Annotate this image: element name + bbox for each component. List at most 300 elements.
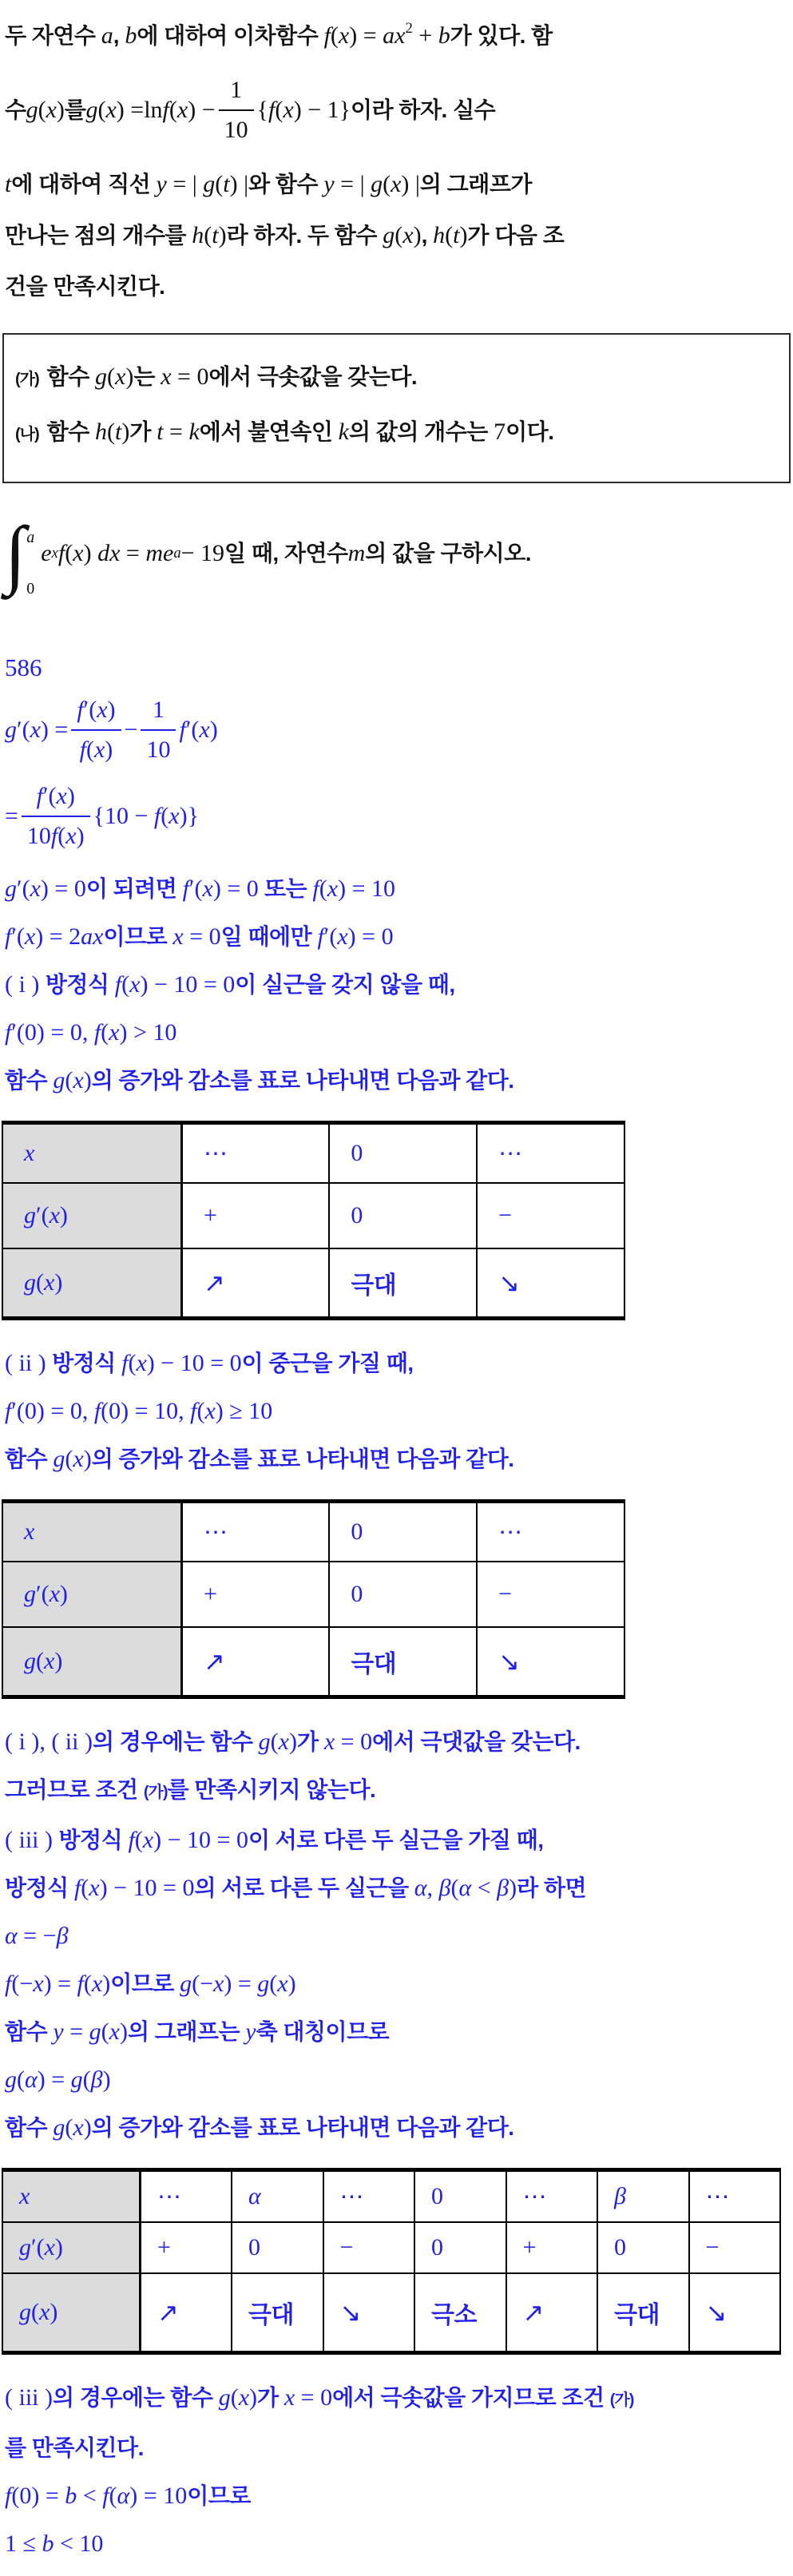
condition-label: (가) bbox=[15, 371, 39, 389]
math-char: g bbox=[53, 1446, 65, 1473]
math-char bbox=[203, 923, 209, 950]
table-cell bbox=[477, 1502, 624, 1562]
korean-text: 방정식 bbox=[5, 1875, 74, 1901]
table-cell bbox=[323, 2222, 415, 2273]
math-char bbox=[238, 171, 244, 197]
math-char: x bbox=[73, 1446, 84, 1473]
math-char: 0 bbox=[182, 1875, 195, 1902]
solution-line bbox=[0, 1864, 793, 1912]
math-char: ⋯ bbox=[498, 1140, 523, 1167]
math-char: x bbox=[49, 1581, 60, 1608]
math-char: x bbox=[30, 716, 41, 744]
math-run bbox=[312, 875, 395, 902]
math-run bbox=[180, 1971, 296, 1997]
math-char: 1 bbox=[187, 1827, 200, 1854]
math-char: g bbox=[24, 1202, 36, 1229]
superscript bbox=[173, 528, 180, 579]
math-char: − bbox=[161, 1350, 175, 1377]
math-run bbox=[5, 875, 86, 902]
row-header-cell bbox=[2, 1123, 182, 1184]
math-char: ( bbox=[48, 783, 57, 810]
math-char: ) bbox=[209, 716, 218, 744]
math-char: e bbox=[41, 540, 52, 567]
math-char: − bbox=[200, 1971, 214, 1998]
korean-text: 이 서로 다른 두 실근을 가질 때, bbox=[248, 1828, 544, 1853]
math-char: x bbox=[323, 1729, 335, 1756]
math-upright: 10 bbox=[224, 117, 248, 144]
math-char: − bbox=[498, 1202, 513, 1229]
math-char bbox=[71, 1971, 77, 1997]
math-char: ) bbox=[293, 97, 302, 124]
math-char: x bbox=[24, 923, 36, 951]
math-char: f bbox=[102, 2483, 109, 2510]
math-char: x bbox=[169, 803, 180, 830]
math-char bbox=[346, 875, 352, 902]
integral-upper-limit: a bbox=[26, 529, 35, 547]
math-char bbox=[120, 540, 126, 566]
math-char bbox=[432, 22, 438, 49]
math-char: = bbox=[172, 171, 187, 198]
korean-text: 에서 극댓값을 갖는다. bbox=[372, 1729, 581, 1755]
math-char: , bbox=[426, 1875, 434, 1902]
math-char: = bbox=[163, 1875, 176, 1902]
math-char bbox=[315, 2384, 321, 2411]
math-run bbox=[5, 1019, 176, 1046]
math-char: = bbox=[134, 1398, 149, 1425]
math-char: 0 bbox=[383, 875, 395, 903]
math-char: f bbox=[36, 783, 43, 810]
math-char: ) bbox=[99, 1875, 108, 1902]
math-char: x bbox=[91, 1971, 103, 1998]
math-char: g bbox=[24, 1269, 36, 1296]
math-char: ( bbox=[445, 222, 454, 249]
math-char: − bbox=[167, 1827, 181, 1854]
math-char: 0 bbox=[381, 923, 394, 951]
table-cell bbox=[597, 2170, 689, 2223]
table-cell bbox=[477, 1183, 624, 1248]
table-cell bbox=[182, 1248, 330, 1319]
solution-body bbox=[0, 693, 793, 2568]
math-char: 1 bbox=[26, 823, 39, 850]
math-char: a bbox=[383, 22, 395, 50]
math-char: g bbox=[371, 171, 383, 198]
increase-arrow-icon: ↗ bbox=[157, 2298, 179, 2328]
math-char: ( bbox=[36, 1648, 44, 1675]
korean-text: 가 bbox=[257, 2385, 284, 2411]
math-char: g bbox=[89, 2018, 101, 2046]
math-char bbox=[365, 875, 371, 902]
math-char: ′ bbox=[36, 1202, 42, 1229]
math-run bbox=[5, 2066, 111, 2093]
math-upright: 1 bbox=[152, 697, 165, 724]
math-run bbox=[459, 1875, 510, 1901]
row-header-cell bbox=[2, 1562, 182, 1627]
math-char: 0 bbox=[117, 803, 129, 830]
math-char: 0 bbox=[175, 2483, 188, 2510]
math-run bbox=[95, 419, 129, 445]
math-char: f bbox=[5, 1019, 12, 1046]
math-char: x bbox=[277, 1971, 288, 1998]
math-char: ( bbox=[16, 923, 25, 951]
table-cell bbox=[329, 1123, 477, 1184]
korean-text: 일 때에만 bbox=[220, 924, 318, 950]
math-char: = bbox=[23, 1923, 38, 1950]
math-char: x bbox=[327, 875, 339, 903]
korean-text: 이므로 bbox=[187, 2483, 251, 2509]
table-cell bbox=[689, 2222, 781, 2273]
math-char: ) bbox=[119, 1019, 128, 1046]
math-char: ( bbox=[82, 2066, 91, 2094]
korean-text: 가 있다. 함 bbox=[450, 23, 553, 49]
math-char: t bbox=[453, 222, 460, 249]
math-char: 1 bbox=[79, 2530, 92, 2558]
table-cell bbox=[329, 1248, 477, 1319]
math-char: x bbox=[213, 1971, 224, 1998]
math-char: = bbox=[50, 1398, 65, 1425]
math-upright: ( ii ) bbox=[5, 1350, 53, 1377]
table-cell bbox=[323, 2273, 415, 2353]
korean-text: 이므로 bbox=[103, 924, 173, 950]
korean-text: 이라 하자. 실수 bbox=[351, 97, 496, 123]
korean-text: 함수 bbox=[5, 1447, 54, 1472]
math-char: x bbox=[97, 697, 108, 724]
math-char bbox=[92, 540, 98, 566]
math-char: b bbox=[125, 22, 137, 50]
math-run bbox=[74, 1875, 195, 1901]
table-cell bbox=[232, 2273, 323, 2353]
superscript bbox=[52, 528, 58, 579]
math-char: x bbox=[44, 1648, 55, 1675]
math-char: | bbox=[359, 171, 365, 198]
korean-text: 에 대하여 이차함수 bbox=[137, 23, 324, 49]
table-cell bbox=[232, 2170, 323, 2223]
math-char: x bbox=[51, 545, 58, 562]
math-char: 1 bbox=[133, 1875, 145, 1902]
math-char: 0 bbox=[360, 1729, 373, 1756]
fraction bbox=[71, 693, 121, 768]
math-run bbox=[105, 799, 188, 834]
math-char: x bbox=[202, 875, 213, 903]
fraction-denominator bbox=[22, 817, 90, 854]
solution-line bbox=[0, 693, 793, 768]
math-char: − bbox=[19, 1971, 34, 1998]
math-char bbox=[148, 803, 154, 829]
math-char: ) bbox=[146, 1350, 155, 1377]
math-char: + bbox=[204, 1202, 217, 1229]
math-char: ( bbox=[192, 1971, 200, 1998]
math-char: x bbox=[136, 1350, 147, 1377]
math-char: − bbox=[705, 2234, 720, 2261]
math-char: g bbox=[70, 2066, 83, 2094]
math-run bbox=[26, 93, 65, 128]
korean-text: 극소 bbox=[431, 2302, 477, 2329]
math-char: = bbox=[177, 363, 191, 391]
korean-text: 가 bbox=[296, 1729, 324, 1755]
table-cell bbox=[506, 2222, 598, 2273]
math-char: x bbox=[44, 1269, 55, 1296]
math-char: f bbox=[121, 1350, 129, 1377]
table-cell bbox=[323, 2170, 415, 2223]
condition-ref-label: (가) bbox=[143, 1784, 168, 1802]
math-run bbox=[157, 419, 200, 445]
math-char: − bbox=[124, 716, 138, 744]
math-char: ) bbox=[40, 875, 49, 903]
math-run bbox=[5, 2530, 103, 2557]
math-char: ( bbox=[101, 1398, 109, 1425]
math-run bbox=[324, 1729, 372, 1755]
math-char: ) bbox=[102, 1971, 111, 1998]
math-char bbox=[365, 171, 371, 197]
korean-text: 가 다음 조 bbox=[467, 223, 565, 248]
math-run bbox=[192, 222, 226, 248]
decrease-arrow-icon: ↘ bbox=[705, 2298, 728, 2328]
math-char: > bbox=[133, 1019, 147, 1046]
row-header-cell bbox=[2, 2170, 141, 2223]
decrease-arrow-icon: ↘ bbox=[498, 1268, 520, 1298]
math-char: x bbox=[73, 1067, 84, 1094]
table-cell bbox=[182, 1502, 330, 1562]
table-cell bbox=[689, 2170, 781, 2223]
math-char: ≥ bbox=[229, 1398, 243, 1425]
math-run bbox=[414, 1875, 451, 1901]
math-char: − bbox=[498, 1581, 513, 1608]
math-char: x bbox=[115, 363, 126, 391]
math-char: ) bbox=[347, 923, 356, 951]
math-char: x bbox=[129, 971, 141, 998]
math-char: ( bbox=[134, 1827, 143, 1854]
math-char: ( bbox=[22, 716, 30, 744]
math-char bbox=[471, 1875, 478, 1901]
math-run bbox=[161, 363, 208, 390]
math-char: = bbox=[51, 2066, 65, 2094]
solution-line bbox=[0, 1340, 793, 1387]
math-char bbox=[37, 1923, 43, 1949]
table-cell bbox=[477, 1248, 624, 1319]
korean-text: 함수 bbox=[46, 419, 96, 445]
math-run bbox=[383, 222, 421, 248]
math-char: k bbox=[188, 419, 200, 446]
math-char: 0 bbox=[320, 2384, 333, 2411]
table-row bbox=[2, 1183, 624, 1248]
math-char: ( bbox=[107, 419, 116, 446]
math-char: ) bbox=[50, 2299, 58, 2326]
korean-text: 라 하면 bbox=[517, 1875, 587, 1901]
math-char: ( bbox=[89, 697, 97, 724]
math-char: ) bbox=[212, 875, 221, 903]
math-char: ( bbox=[169, 97, 177, 124]
korean-text: 두 자연수 bbox=[5, 23, 101, 49]
math-char: f bbox=[317, 923, 324, 951]
korean-text: 의 증가와 감소를 표로 나타내면 다음과 같다. bbox=[91, 1068, 514, 1094]
math-char bbox=[196, 97, 202, 123]
solution-line bbox=[0, 1766, 793, 1816]
math-char: β bbox=[438, 1875, 451, 1902]
math-char: 2 bbox=[405, 20, 413, 37]
math-char: ( bbox=[65, 540, 73, 567]
korean-text: 의 증가와 감소를 표로 나타내면 다음과 같다. bbox=[91, 2115, 514, 2141]
math-char: f bbox=[190, 1398, 197, 1425]
korean-text: 를 만족시킨다. bbox=[5, 2435, 144, 2461]
table-cell bbox=[414, 2222, 506, 2273]
fraction-numerator bbox=[219, 73, 254, 111]
table-cell bbox=[689, 2273, 781, 2353]
question-line bbox=[0, 498, 793, 609]
math-char: t bbox=[223, 171, 230, 198]
math-char: 1 bbox=[327, 97, 339, 124]
math-char: 0 bbox=[165, 1019, 177, 1046]
math-char: β bbox=[56, 1923, 69, 1950]
math-char bbox=[172, 363, 178, 390]
math-char: < bbox=[59, 2530, 73, 2558]
integral bbox=[5, 510, 35, 598]
math-char: x bbox=[30, 875, 41, 903]
math-char bbox=[211, 1827, 217, 1853]
math-char: ⋯ bbox=[204, 1140, 228, 1167]
math-char: 0 bbox=[185, 971, 198, 998]
math-char: a bbox=[173, 545, 181, 562]
korean-text: 만나는 점의 개수를 bbox=[5, 223, 192, 248]
math-char: = bbox=[130, 97, 145, 124]
math-char: ) bbox=[36, 1398, 45, 1425]
math-run bbox=[172, 923, 220, 950]
math-char: ) bbox=[218, 222, 227, 249]
math-char: 0 bbox=[246, 875, 259, 903]
math-char: ⋯ bbox=[522, 2183, 547, 2210]
korean-text: 축 대칭이므로 bbox=[256, 2019, 390, 2045]
table-cell bbox=[329, 1562, 477, 1627]
math-char: = bbox=[49, 923, 63, 951]
math-char: x bbox=[24, 1518, 35, 1546]
math-char: ( bbox=[269, 1971, 278, 1998]
math-char: ′ bbox=[42, 783, 49, 810]
math-run bbox=[121, 1350, 242, 1376]
math-run bbox=[125, 712, 138, 748]
math-char: y bbox=[156, 171, 167, 198]
math-char: ) bbox=[66, 783, 75, 810]
math-char: ) bbox=[54, 1648, 63, 1675]
solution-line bbox=[0, 1960, 793, 2008]
math-run bbox=[219, 2384, 257, 2411]
math-char bbox=[137, 2483, 144, 2509]
table-row bbox=[2, 2222, 780, 2273]
math-char: ) bbox=[153, 1827, 162, 1854]
math-char: ⋯ bbox=[339, 2183, 364, 2210]
math-char: b bbox=[42, 2530, 54, 2558]
math-char: , bbox=[81, 1398, 89, 1425]
korean-text: 의 값을 구하시오. bbox=[365, 541, 531, 566]
korean-text: , bbox=[421, 223, 434, 248]
math-char: g bbox=[53, 2114, 65, 2141]
math-char: = bbox=[340, 1729, 355, 1756]
math-char: d bbox=[97, 540, 110, 567]
table-cell bbox=[477, 1123, 624, 1184]
math-char: ′ bbox=[11, 923, 17, 951]
math-char: | bbox=[192, 171, 197, 198]
math-char: = bbox=[50, 1019, 65, 1046]
math-char: ( bbox=[275, 97, 283, 124]
math-char: x bbox=[395, 22, 406, 50]
math-char: y bbox=[53, 2018, 64, 2046]
fraction bbox=[219, 73, 254, 148]
math-char: ( bbox=[65, 1067, 73, 1094]
math-char: ′ bbox=[185, 716, 192, 744]
math-char: k bbox=[338, 419, 349, 446]
table-cell bbox=[329, 1502, 477, 1562]
table-cell bbox=[414, 2273, 506, 2353]
math-char bbox=[43, 923, 50, 950]
math-char: 9 bbox=[212, 540, 225, 567]
math-run bbox=[183, 875, 259, 902]
fraction-numerator bbox=[71, 693, 121, 731]
math-char: f bbox=[268, 97, 276, 124]
math-upright: ( bbox=[450, 1875, 459, 1902]
math-char: 1 bbox=[180, 1350, 192, 1377]
math-char: 0 bbox=[196, 363, 209, 391]
math-char: = bbox=[216, 1827, 231, 1854]
math-char: = bbox=[45, 2483, 59, 2510]
math-char bbox=[321, 97, 327, 123]
math-char: 1 bbox=[153, 1019, 165, 1046]
math-char bbox=[52, 1971, 58, 1997]
math-char: x bbox=[161, 363, 172, 391]
sign-table bbox=[2, 1121, 625, 1320]
math-char: ( bbox=[101, 2018, 109, 2046]
math-char: ) bbox=[76, 823, 85, 850]
table-cell bbox=[506, 2170, 598, 2223]
math-char: f bbox=[323, 22, 331, 50]
korean-text: 이 실근을 갖지 않을 때, bbox=[235, 972, 455, 998]
math-run bbox=[128, 1827, 248, 1853]
math-char: t bbox=[115, 419, 122, 446]
math-char: f bbox=[57, 540, 65, 567]
math-char: g bbox=[257, 1971, 270, 1998]
solution-line bbox=[0, 1387, 793, 1435]
math-char: − bbox=[153, 971, 168, 998]
math-char: g bbox=[5, 716, 17, 744]
solution-line bbox=[0, 1718, 793, 1766]
math-char: ( bbox=[11, 2483, 20, 2510]
math-char bbox=[83, 2018, 89, 2045]
math-char: 0 bbox=[431, 2234, 443, 2261]
math-char: ( bbox=[22, 875, 30, 903]
korean-text: 함수 bbox=[46, 364, 96, 390]
korean-text: 극대 bbox=[351, 1651, 397, 1678]
math-char: − bbox=[113, 1875, 128, 1902]
math-run bbox=[259, 1729, 297, 1755]
math-char bbox=[149, 1398, 155, 1424]
math-char: 1 bbox=[163, 2483, 176, 2510]
math-upright: ( iii ) bbox=[5, 1827, 59, 1854]
math-char: x bbox=[73, 540, 84, 567]
problem-line bbox=[0, 159, 793, 210]
math-char: ) bbox=[105, 736, 113, 764]
math-char: 0 bbox=[192, 1350, 204, 1377]
table-cell bbox=[329, 1183, 477, 1248]
korean-text: 이 되려면 bbox=[85, 876, 183, 902]
math-char: g bbox=[53, 1067, 65, 1094]
korean-text: 에서 극솟값을 갖는다. bbox=[208, 364, 418, 390]
math-run bbox=[80, 736, 113, 763]
math-char: b bbox=[65, 2483, 77, 2510]
math-char: | bbox=[244, 171, 249, 198]
fraction-denominator bbox=[219, 111, 254, 148]
math-run bbox=[5, 1923, 69, 1949]
increase-arrow-icon: ↗ bbox=[204, 1268, 225, 1298]
table-cell bbox=[477, 1627, 624, 1697]
math-char: β bbox=[497, 1875, 510, 1902]
math-char: a bbox=[101, 22, 113, 50]
math-char bbox=[148, 971, 154, 998]
